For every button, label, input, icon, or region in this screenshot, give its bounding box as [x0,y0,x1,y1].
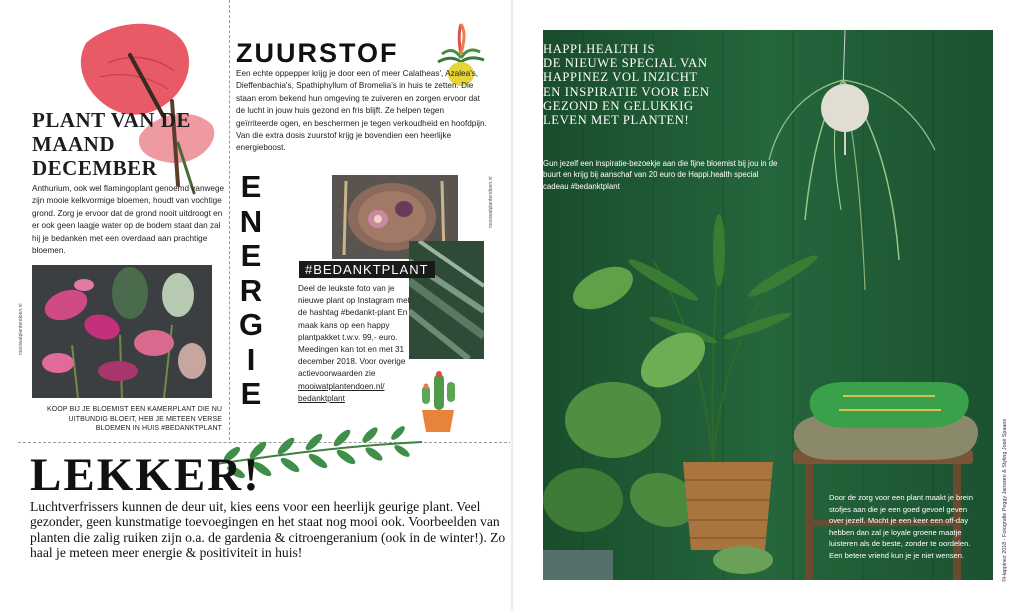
photo-credit-right: ©Happinez 2018 - Fotografie Peggy Janssen & Styling José Spaans [1002,418,1008,582]
leaf-photo-graphic [409,241,484,359]
happi-headline-text: HAPPI.HEALTH IS DE NIEUWE SPECIAL VAN HAPPINEZ VOL INZICHT EN INSPIRATIE VOOR EEN GEZOND EN GELUKKIG LEVEN MET PLANTEN! [543,42,710,128]
bedanktplant-link-line-2: bedanktplant [298,393,345,403]
energie-letter-4: R [239,272,263,308]
leaf-photo [409,241,484,359]
energie-letter-5: G [238,307,264,342]
plant-title-line-1: PLANT VAN DE [32,108,191,132]
right-page-photo [543,30,993,580]
plant-title-line-3: DECEMBER [32,156,158,180]
energie-letter-6: I [246,341,256,377]
anthurium-photo-graphic [32,265,212,398]
energie-letter-1: E [240,169,262,204]
energie-vertical-heading [231,170,271,412]
bedanktplant-body [298,283,410,405]
energie-letter-7: E [240,376,262,411]
plant-friend-text: Door de zorg voor een plant maakt je brein stofjes aan die je een goed gevoel geven over jezelf. Mocht je een keer een off-day hebben dan zal je loyale groene maatje luisteren als de beste, zonder te oordelen. Een betere vriend kun je je niet wensen. [829,493,973,560]
zuurstof-heading: ZUURSTOF [236,38,399,68]
bedanktplant-link-line-1: mooiwatplantendoen.nl/ [298,381,385,391]
bedanktplant-link[interactable] [298,382,385,403]
zuurstof-body: Een echte oppepper krijg je door een of meer Calatheas', Azalea's, Dieffenbachia's, Spathiphyllum of Bromelia's in huis te zetten. Die staan erom bekend hun omgeving te zuiveren en zorgen ervoor dat de lucht in jouw huis gezond en fris blijft. Ze helpen tegen geïrriteerde ogen, en beschermen je tegen verkoudheid en hoofdpijn. Van die extra dosis zuurstof krijg je bovendien een heerlijke energieboost. [236,69,487,153]
lekker-body: Luchtverfrissers kunnen de deur uit, kies eens voor een heerlijk geurige plant. Veel gezonder, geen kunstmatige toevoegingen en het staat nog mooi ook. Voorbeelden van planten die zalig ruiken zijn o.a. de gardenia & citroengeranium (ook in de winter!). Zo haal je meteen meer energie & positiviteit in huis! [30,499,506,561]
bedanktplant-body-text: Deel de leukste foto van je nieuwe plant op Instagram met de hashtag #bedankt-plant En maak kans op een happy plantpakket t.w.v. 99,- euro. Meedingen kan tot en met 31 december 2018. Voor overige actievoorwaarden zie [298,284,410,379]
bedanktplant-badge: #BEDANKTPLANT [299,261,435,278]
plant-title-line-2: MAAND [32,132,115,156]
plant-caption: KOOP BIJ JE BLOEMIST EEN KAMERPLANT DIE NU UITBUNDIG BLOEIT, HEB JE METEEN VERSE BLOEMEN IN HUIS #BEDANKTPLANT [47,406,222,432]
lekker-heading: LEKKER! [30,449,261,501]
anthurium-photo [32,265,212,398]
photo-credit-vertical: mooiwatplantendoen.nl [18,303,24,355]
happi-headline [543,42,771,127]
page-spine [510,0,514,611]
happi-subtext: Gun jezelf een inspiratie-bezoekje aan die fijne bloemist bij jou in de buurt en krijg bij aanschaf van 20 euro de Happi.health special cadeau #bedanktplant [543,159,778,191]
vertical-divider [229,0,230,440]
food-photo-credit: mooiwatplantendoen.nl [488,176,494,228]
plant-of-month-title [32,108,222,180]
energie-letter-2: N [239,203,263,239]
energie-letter-3: E [240,238,262,273]
plant-of-month-body: Anthurium, ook wel flamingoplant genoemd vanwege zijn mooie kelkvormige bloemen, houdt van vochtige grond. Zorg je ervoor dat de grond nooit uitdroogt en er ook geen laagje water op de bodem staat dan zal hij je bedanken met een overdaad aan prachtige bloemen. [32,184,225,256]
